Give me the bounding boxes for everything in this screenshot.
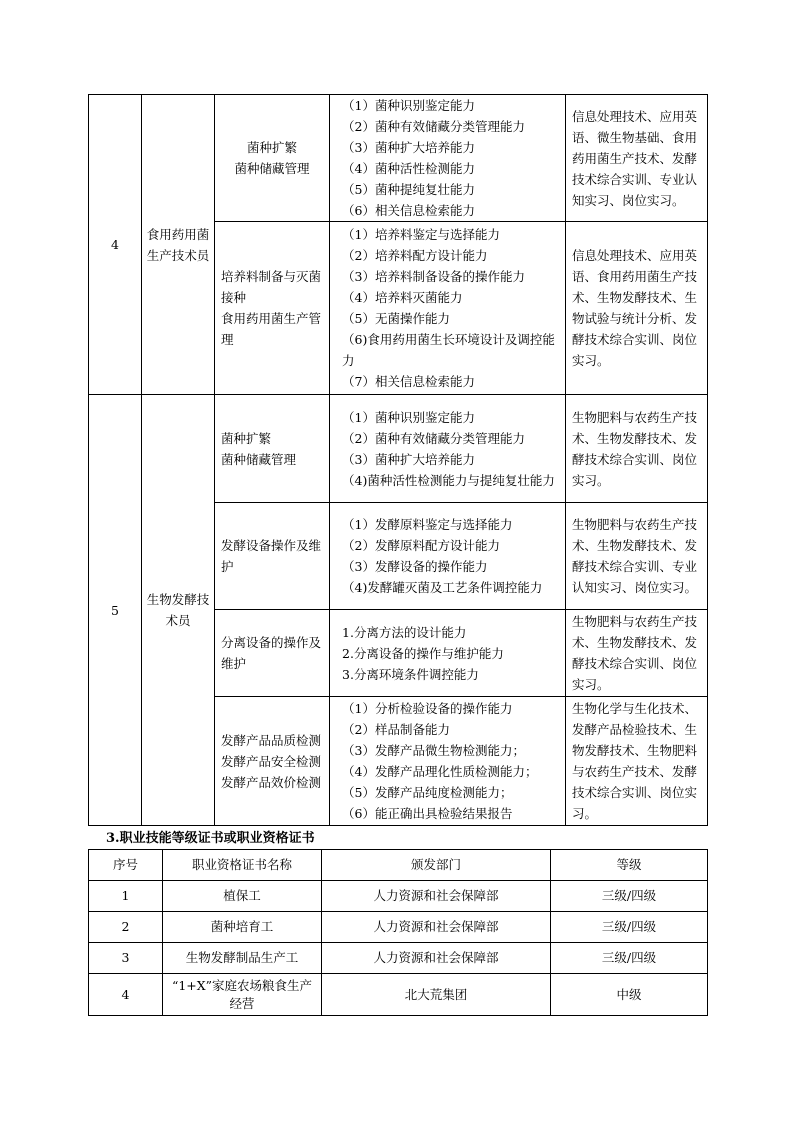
table-cell: 三级/四级 [551,912,708,943]
table-header-row [89,850,708,881]
work-task: 发酵设备操作及维护 [215,503,330,610]
table-row [89,95,708,222]
table-cell: 3 [89,943,163,974]
course-list: 生物肥料与农药生产技术、生物发酵技术、发酵技术综合实训、专业认知实习、岗位实习。 [566,503,708,610]
ability-list: （1）菌种识别鉴定能力 （2）菌种有效储藏分类管理能力 （3）菌种扩大培养能力 （4)菌种活性检测能力与提纯复壮能力 [330,395,566,503]
table-row [89,943,708,974]
table-cell: 人力资源和社会保障部 [322,881,551,912]
table-cell: 中级 [551,974,708,1016]
work-task: 分离设备的操作及维护 [215,610,330,697]
column-header: 职业资格证书名称 [163,850,322,881]
table-row [89,974,708,1016]
section-heading: 3.职业技能等级证书或职业资格证书 [106,831,315,846]
column-header: 序号 [89,850,163,881]
career-title: 食用药用菌生产技术员 [142,95,215,395]
table-cell: 三级/四级 [551,943,708,974]
career-title: 生物发酵技术员 [142,395,215,826]
table-cell: 菌种培育工 [163,912,322,943]
work-task: 菌种扩繁 菌种储藏管理 [215,95,330,222]
table-cell: 植保工 [163,881,322,912]
work-task: 培养料制备与灭菌 接种 食用药用菌生产管理 [215,222,330,395]
table-cell: 1 [89,881,163,912]
table-cell: 三级/四级 [551,881,708,912]
work-task: 发酵产品品质检测 发酵产品安全检测 发酵产品效价检测 [215,697,330,826]
course-list: 生物肥料与农药生产技术、生物发酵技术、发酵技术综合实训、岗位实习。 [566,395,708,503]
course-list: 生物化学与生化技术、发酵产品检验技术、生物发酵技术、生物肥料与农药生产技术、发酵技术综合实训、岗位实习。 [566,697,708,826]
table-cell: 北大荒集团 [322,974,551,1016]
career-number: 4 [89,95,142,395]
table-cell: 人力资源和社会保障部 [322,943,551,974]
table-cell: 生物发酵制品生产工 [163,943,322,974]
column-header: 等级 [551,850,708,881]
table-cell: 人力资源和社会保障部 [322,912,551,943]
career-ability-table [88,94,708,826]
course-list: 信息处理技术、应用英语、食用药用菌生产技术、生物发酵技术、生物试验与统计分析、发酵技术综合实训、岗位实习。 [566,222,708,395]
table-row [89,395,708,503]
table-cell: “1+X”家庭农场粮食生产经营 [163,974,322,1016]
table-row [89,881,708,912]
column-header: 颁发部门 [322,850,551,881]
course-list: 信息处理技术、应用英语、微生物基础、食用药用菌生产技术、发酵技术综合实训、专业认知实习、岗位实习。 [566,95,708,222]
certificate-table [88,849,708,1016]
ability-list: （1）菌种识别鉴定能力 （2）菌种有效储藏分类管理能力 （3）菌种扩大培养能力 （4）菌种活性检测能力 （5）菌种提纯复壮能力 （6）相关信息检索能力 [330,95,566,222]
ability-list: （1）发酵原料鉴定与选择能力 （2）发酵原料配方设计能力 （3）发酵设备的操作能力 （4)发酵罐灭菌及工艺条件调控能力 [330,503,566,610]
table-cell: 4 [89,974,163,1016]
table-row [89,912,708,943]
work-task: 菌种扩繁 菌种储藏管理 [215,395,330,503]
ability-list: 1.分离方法的设计能力 2.分离设备的操作与维护能力 3.分离环境条件调控能力 [330,610,566,697]
table-cell: 2 [89,912,163,943]
course-list: 生物肥料与农药生产技术、生物发酵技术、发酵技术综合实训、岗位实习。 [566,610,708,697]
ability-list: （1）培养料鉴定与选择能力 （2）培养料配方设计能力 （3）培养料制备设备的操作能力 （4）培养料灭菌能力 （5）无菌操作能力 （6)食用药用菌生长环境设计及调控能力 （7）相关信息检索能力 [330,222,566,395]
career-number: 5 [89,395,142,826]
ability-list: （1）分析检验设备的操作能力 （2）样品制备能力 （3）发酵产品微生物检测能力； （4）发酵产品理化性质检测能力； （5）发酵产品纯度检测能力； （6）能正确出具检验结果报告 [330,697,566,826]
